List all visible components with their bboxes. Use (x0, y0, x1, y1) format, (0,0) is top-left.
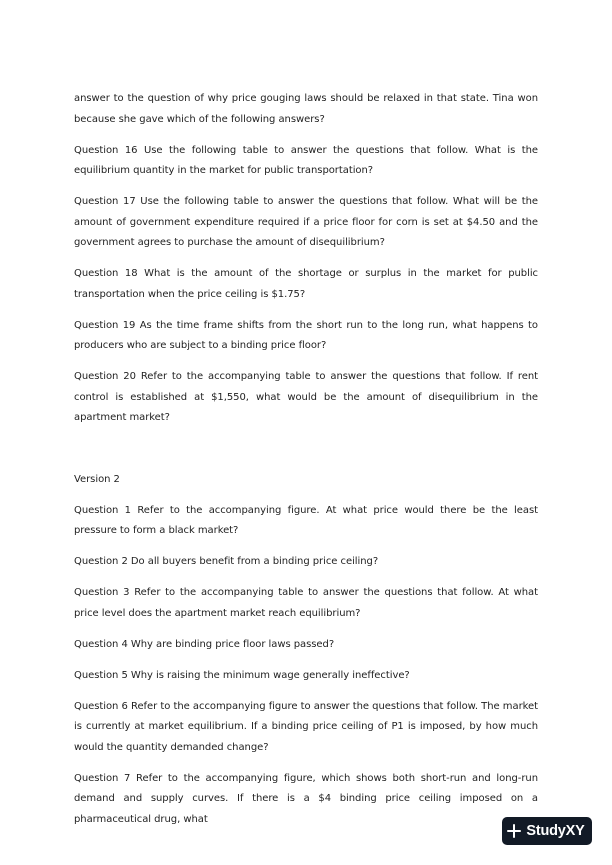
paragraph-continuation: answer to the question of why price gouging laws should be relaxed in that state. Tina won because she gave which of the following answers? (74, 93, 538, 125)
question-16: Question 16 Use the following table to answer the questions that follow. What is the equilibrium quantity in the market for public transportation? (74, 144, 538, 176)
plus-icon (507, 824, 521, 838)
question-17: Question 17 Use the following table to answer the questions that follow. What will be the amount of government expenditure required if a price floor for corn is set at $4.50 and the government agrees to purchase the amount of disequilibrium? (74, 196, 538, 248)
brand-name: StudyXY (526, 823, 585, 839)
studyxy-logo-badge[interactable] (502, 817, 592, 845)
v2-question-4: Question 4 Why are binding price floor laws passed? (74, 638, 335, 650)
page-content (74, 89, 538, 830)
question-18: Question 18 What is the amount of the shortage or surplus in the market for public transportation when the price ceiling is $1.75? (74, 268, 538, 300)
v2-question-7: Question 7 Refer to the accompanying figure, which shows both short-run and long-run demand and supply curves. If there is a $4 binding price ceiling imposed on a pharmaceutical drug, what (74, 772, 538, 825)
question-20: Question 20 Refer to the accompanying table to answer the questions that follow. If rent control is established at $1,550, what would be the amount of disequilibrium in the apartment market? (74, 371, 538, 423)
question-19: Question 19 As the time frame shifts from the short run to the long run, what happens to producers who are subject to a binding price floor? (74, 319, 538, 351)
v2-question-3: Question 3 Refer to the accompanying table to answer the questions that follow. At what price level does the apartment market reach equilibrium? (74, 587, 538, 619)
v2-question-1: Question 1 Refer to the accompanying figure. At what price would there be the least pressure to form a black market? (74, 504, 538, 536)
v2-question-6: Question 6 Refer to the accompanying figure to answer the questions that follow. The market is currently at market equilibrium. If a binding price ceiling of P1 is imposed, by how much would the quantity demanded change? (74, 700, 538, 753)
version-heading: Version 2 (74, 473, 120, 485)
v2-question-2: Question 2 Do all buyers benefit from a binding price ceiling? (74, 556, 379, 567)
v2-question-5: Question 5 Why is raising the minimum wage generally ineffective? (74, 669, 410, 681)
